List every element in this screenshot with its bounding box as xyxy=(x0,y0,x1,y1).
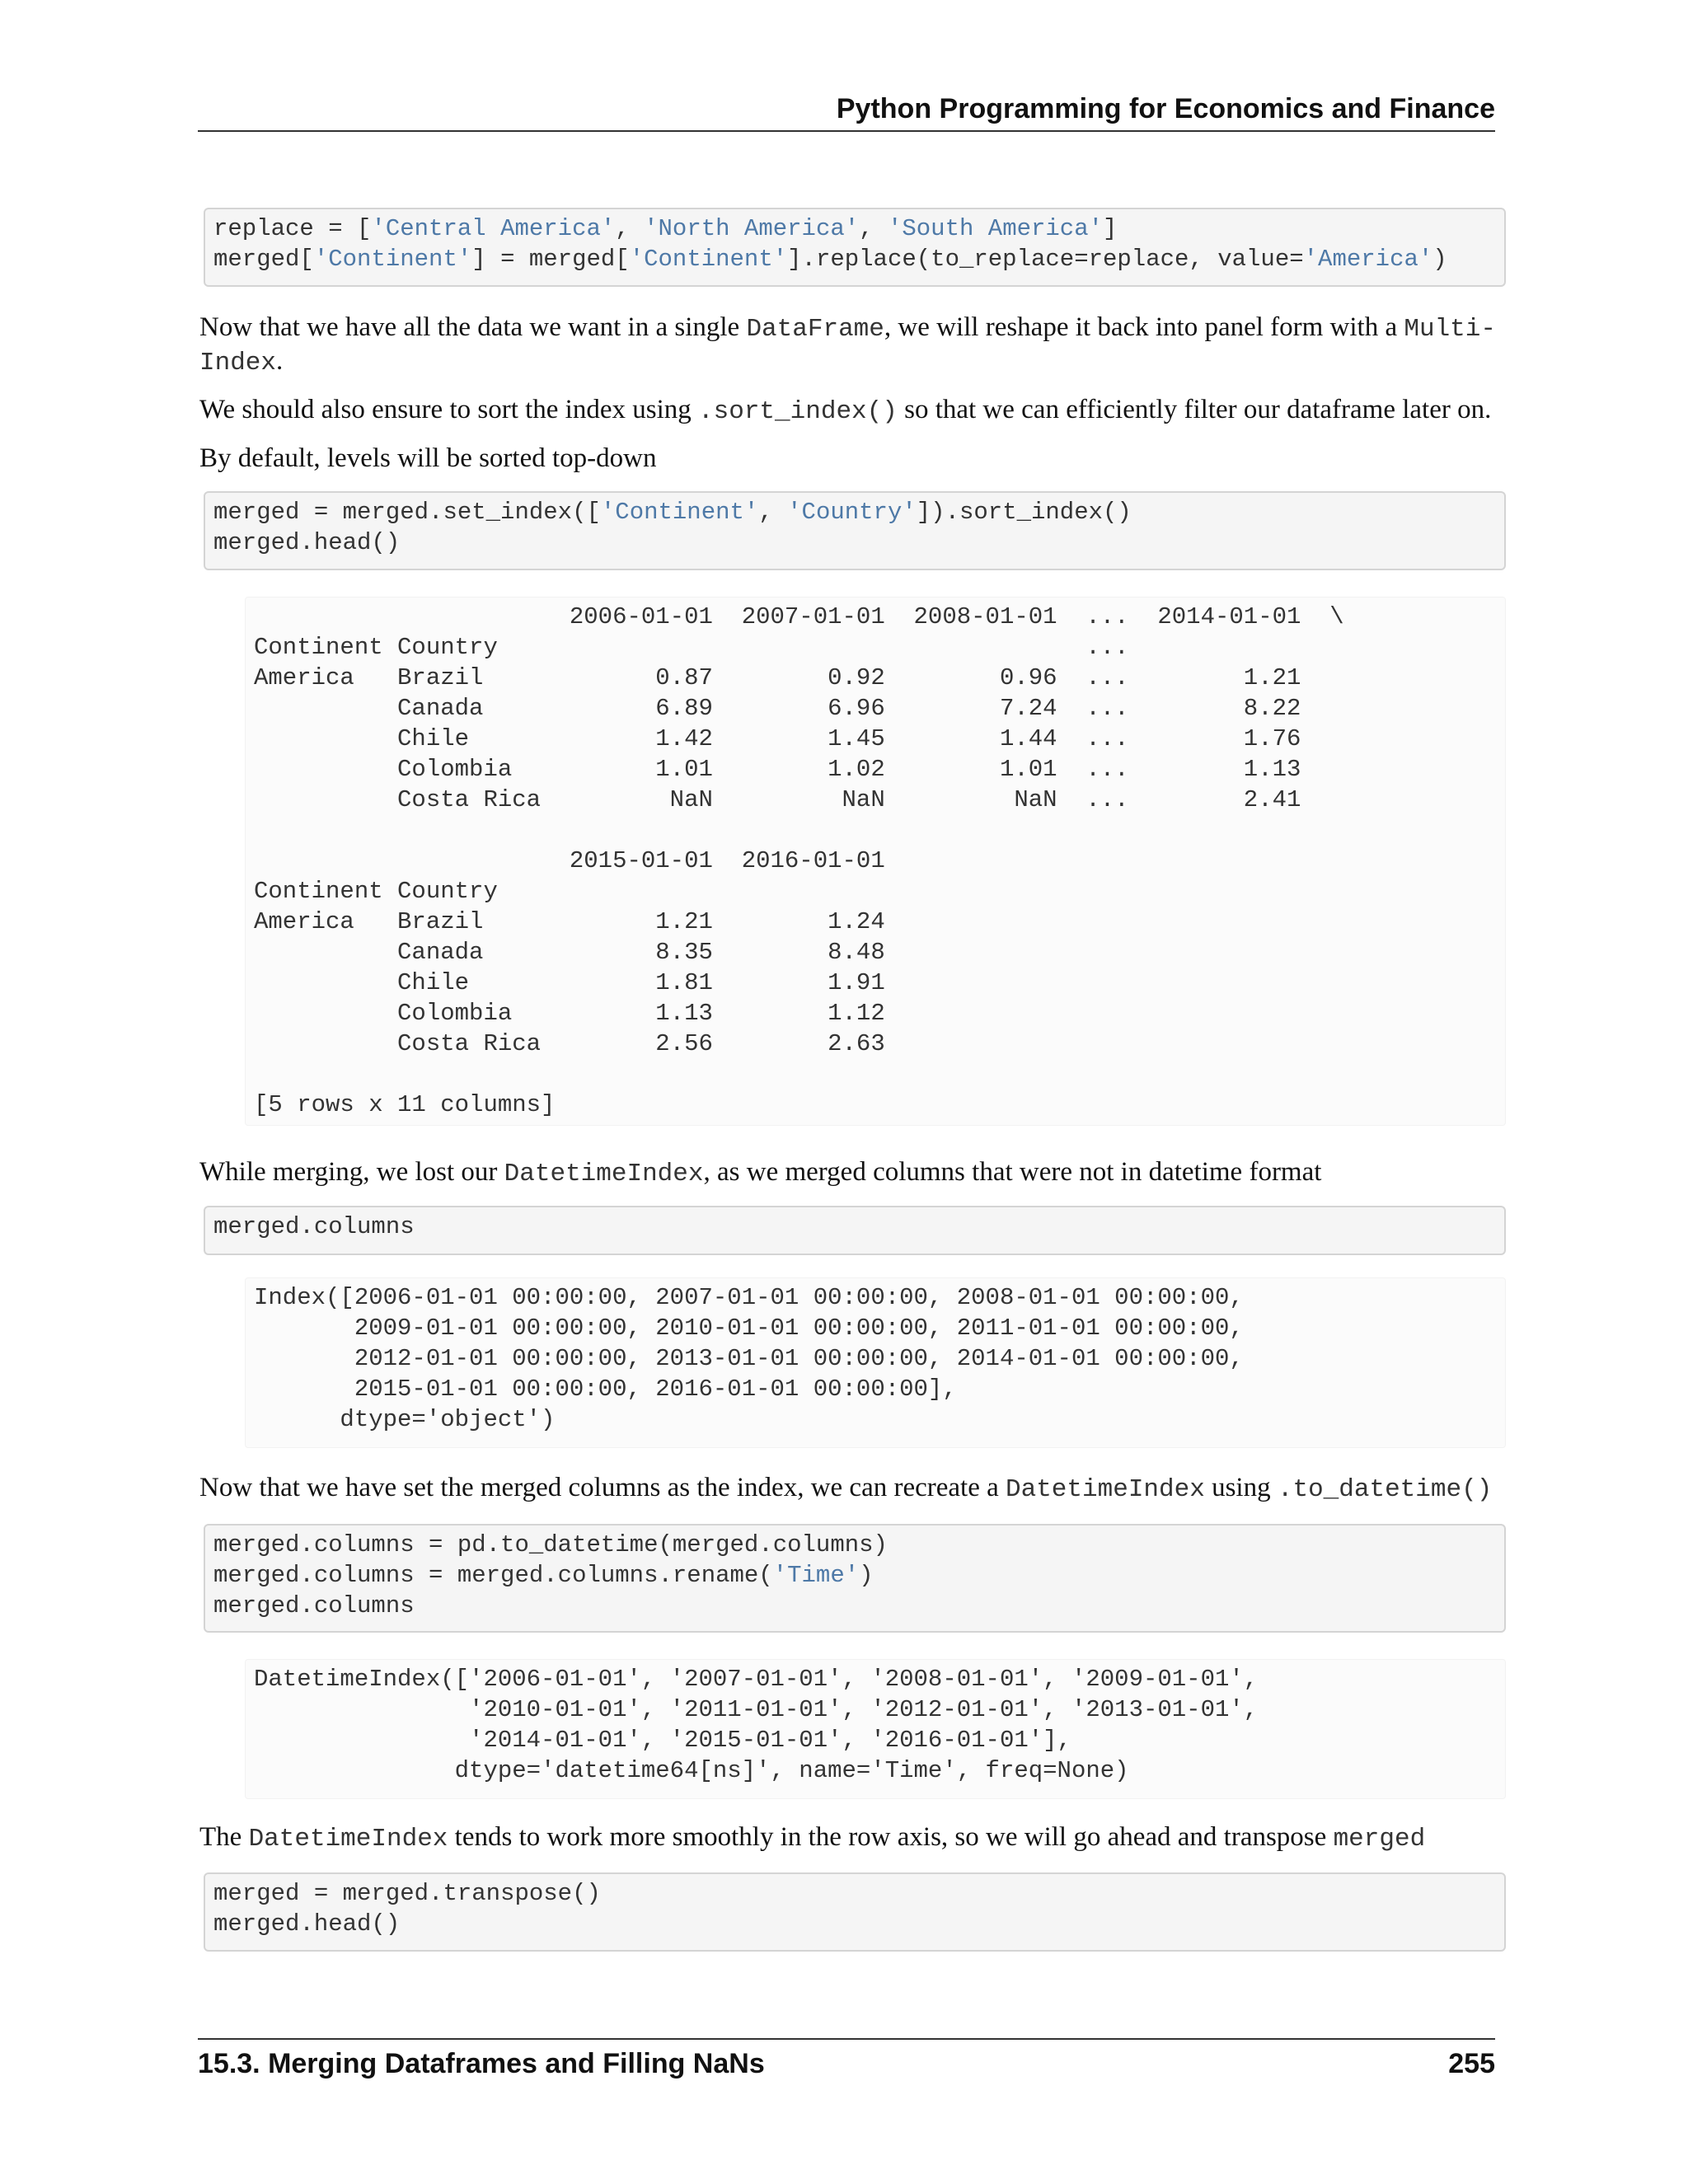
code-line: merged.columns xyxy=(213,1213,415,1240)
output-line: Chile 1.42 1.45 1.44 ... 1.76 xyxy=(254,725,1301,752)
code-text: ].replace(to_replace=replace, value= xyxy=(787,246,1304,273)
paragraph-lost-index xyxy=(199,1156,1502,1190)
code-string: 'Time' xyxy=(772,1562,860,1589)
inline-code: DataFrame xyxy=(746,315,884,344)
text: so that we can efficiently filter our dataframe later on. xyxy=(897,395,1492,424)
code-line xyxy=(213,244,1504,274)
inline-code: .to_datetime() xyxy=(1277,1475,1493,1504)
code-text: merged.columns = merged.columns.rename( xyxy=(213,1562,773,1589)
code-string: 'America' xyxy=(1303,246,1433,273)
output-block-head xyxy=(245,597,1506,1126)
code-string: 'Central America' xyxy=(371,215,616,242)
code-string: 'South America' xyxy=(887,215,1104,242)
output-line: Colombia 1.13 1.12 xyxy=(254,1000,885,1027)
code-line: merged = merged.transpose() xyxy=(213,1880,601,1907)
inline-code: .sort_index() xyxy=(698,397,898,426)
output-line: '2010-01-01', '2011-01-01', '2012-01-01', '2013-01-01', xyxy=(254,1696,1259,1723)
text: Now that we have all the data we want in a single xyxy=(199,312,747,342)
code-string: 'North America' xyxy=(644,215,860,242)
code-string: 'Country' xyxy=(787,499,917,526)
output-line: Continent Country ... xyxy=(254,634,1129,661)
output-line: Index([2006-01-01 00:00:00, 2007-01-01 00:00:00, 2008-01-01 00:00:00, xyxy=(254,1284,1244,1311)
section-title: 15.3. Merging Dataframes and Filling NaNs xyxy=(198,2048,765,2079)
code-text: ) xyxy=(1432,246,1447,273)
output-line: 2006-01-01 2007-01-01 2008-01-01 ... 2014-01-01 \ xyxy=(254,603,1344,630)
output-line: Colombia 1.01 1.02 1.01 ... 1.13 xyxy=(254,756,1301,783)
code-text: ]).sort_index() xyxy=(916,499,1132,526)
code-text: ] xyxy=(1103,215,1118,242)
output-line: Canada 6.89 6.96 7.24 ... 8.22 xyxy=(254,695,1301,722)
code-block-set-index[interactable] xyxy=(204,491,1506,570)
paragraph-recreate-index xyxy=(199,1472,1502,1506)
code-line xyxy=(213,213,1504,244)
output-line: [5 rows x 11 columns] xyxy=(254,1091,556,1118)
code-line: merged.head() xyxy=(213,529,401,556)
inline-code: Index xyxy=(199,349,277,377)
page-number: 255 xyxy=(1448,2048,1495,2079)
text: tends to work more smoothly in the row axis, so we will go ahead and transpose xyxy=(448,1822,1334,1852)
code-text: , xyxy=(859,215,888,242)
code-text: replace = [ xyxy=(213,215,372,242)
text: , as we merged columns that were not in datetime format xyxy=(703,1157,1322,1187)
output-line xyxy=(254,1059,1505,1090)
inline-code: DatetimeIndex xyxy=(248,1825,448,1854)
code-block-replace[interactable] xyxy=(204,208,1506,287)
paragraph-transpose xyxy=(199,1821,1502,1855)
output-line: 2012-01-01 00:00:00, 2013-01-01 00:00:00, 2014-01-01 00:00:00, xyxy=(254,1345,1244,1372)
output-line: Costa Rica NaN NaN NaN ... 2.41 xyxy=(254,786,1301,813)
code-string: 'Continent' xyxy=(629,246,788,273)
code-block-to-datetime[interactable] xyxy=(204,1524,1506,1633)
book-title: Python Programming for Economics and Finance xyxy=(836,93,1495,124)
inline-code: Multi- xyxy=(1404,315,1496,344)
output-line xyxy=(254,815,1505,846)
output-line: 2015-01-01 00:00:00, 2016-01-01 00:00:00], xyxy=(254,1376,957,1403)
text: We should also ensure to sort the index using xyxy=(199,395,699,424)
code-text: merged[ xyxy=(213,246,314,273)
inline-code: merged xyxy=(1333,1825,1426,1854)
output-line: 2009-01-01 00:00:00, 2010-01-01 00:00:00, 2011-01-01 00:00:00, xyxy=(254,1315,1244,1342)
output-line: Continent Country xyxy=(254,878,498,905)
inline-code: DatetimeIndex xyxy=(1006,1475,1205,1504)
output-line: DatetimeIndex(['2006-01-01', '2007-01-01', '2008-01-01', '2009-01-01', xyxy=(254,1666,1259,1693)
paragraph-default-levels xyxy=(199,443,1502,475)
output-line: dtype='datetime64[ns]', name='Time', freq=None) xyxy=(254,1757,1129,1784)
output-line: 2015-01-01 2016-01-01 xyxy=(254,847,885,874)
output-line: Chile 1.81 1.91 xyxy=(254,969,885,996)
inline-code: DatetimeIndex xyxy=(504,1160,704,1188)
code-text: ] = merged[ xyxy=(471,246,630,273)
code-line: merged.head() xyxy=(213,1910,401,1938)
code-text: , xyxy=(615,215,645,242)
code-block-transpose[interactable] xyxy=(204,1872,1506,1952)
text: using xyxy=(1204,1473,1278,1502)
code-text: ) xyxy=(859,1562,874,1589)
text: The xyxy=(199,1822,249,1852)
code-string: 'Continent' xyxy=(600,499,759,526)
output-line: '2014-01-01', '2015-01-01', '2016-01-01'], xyxy=(254,1727,1071,1754)
code-text: , xyxy=(758,499,788,526)
text: . xyxy=(276,346,284,376)
output-line: dtype='object') xyxy=(254,1406,556,1433)
code-line: merged.columns = pd.to_datetime(merged.columns) xyxy=(213,1531,888,1558)
code-line xyxy=(213,497,1504,527)
output-line: Canada 8.35 8.48 xyxy=(254,939,885,966)
running-header xyxy=(198,92,1495,132)
paragraph-sort-index xyxy=(199,394,1502,428)
paragraph-reshape xyxy=(199,312,1502,379)
text: By default, levels will be sorted top-down xyxy=(199,443,657,473)
code-line: merged.columns xyxy=(213,1592,415,1619)
output-line: America Brazil 0.87 0.92 0.96 ... 1.21 xyxy=(254,664,1301,691)
text: Now that we have set the merged columns as the index, we can recreate a xyxy=(199,1473,1006,1502)
output-block-datetimeindex xyxy=(245,1659,1506,1799)
code-string: 'Continent' xyxy=(313,246,472,273)
running-footer xyxy=(198,2038,1495,2089)
output-line: America Brazil 1.21 1.24 xyxy=(254,908,885,935)
code-block-columns[interactable] xyxy=(204,1206,1506,1255)
code-line xyxy=(213,1560,1504,1591)
text: While merging, we lost our xyxy=(199,1157,504,1187)
output-block-index xyxy=(245,1277,1506,1448)
code-text: merged = merged.set_index([ xyxy=(213,499,601,526)
output-line: Costa Rica 2.56 2.63 xyxy=(254,1030,885,1057)
text: , we will reshape it back into panel form with a xyxy=(884,312,1404,342)
